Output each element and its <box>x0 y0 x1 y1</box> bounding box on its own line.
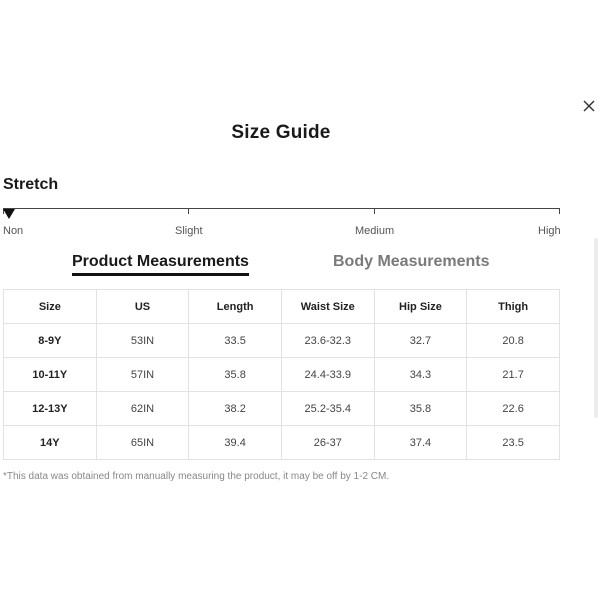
table-row <box>4 324 560 358</box>
table-cell-waist: 23.6-32.3 <box>281 324 374 358</box>
stretch-tick-slight <box>188 208 189 214</box>
table-cell-length: 35.8 <box>189 358 282 392</box>
table-cell-size: 8-9Y <box>4 324 97 358</box>
column-header-us: US <box>96 290 189 324</box>
table-cell-us: 53IN <box>96 324 189 358</box>
stretch-level-high: High <box>538 225 561 237</box>
table-cell-us: 65IN <box>96 426 189 460</box>
table-cell-waist: 25.2-35.4 <box>281 392 374 426</box>
stretch-tick-medium <box>374 208 375 214</box>
table-cell-waist: 24.4-33.9 <box>281 358 374 392</box>
table-cell-thigh: 23.5 <box>467 426 560 460</box>
table-cell-length: 33.5 <box>189 324 282 358</box>
stretch-selected-marker-icon <box>3 209 15 219</box>
stretch-level-non: Non <box>3 225 24 237</box>
table-cell-hip: 32.7 <box>374 324 467 358</box>
table-cell-thigh: 21.7 <box>467 358 560 392</box>
column-header-thigh: Thigh <box>467 290 560 324</box>
close-icon <box>583 100 595 112</box>
page-title: Size Guide <box>231 122 331 143</box>
table-cell-thigh: 22.6 <box>467 392 560 426</box>
stretch-heading: Stretch <box>3 176 59 193</box>
table-cell-length: 38.2 <box>189 392 282 426</box>
column-header-size: Size <box>4 290 97 324</box>
table-header-row <box>4 290 560 324</box>
close-button[interactable] <box>579 96 599 116</box>
tab-product-measurements[interactable]: Product Measurements <box>72 253 249 276</box>
table-cell-hip: 37.4 <box>374 426 467 460</box>
measurement-disclaimer: *This data was obtained from manually measuring the product, it may be off by 1-2 CM. <box>3 471 390 482</box>
table-cell-us: 62IN <box>96 392 189 426</box>
stretch-tick-high <box>559 208 560 214</box>
tab-body-measurements[interactable]: Body Measurements <box>333 253 490 270</box>
table-cell-hip: 35.8 <box>374 392 467 426</box>
table-cell-size: 12-13Y <box>4 392 97 426</box>
table-row <box>4 358 560 392</box>
stretch-scale-line <box>3 208 560 209</box>
size-table <box>3 289 560 460</box>
table-cell-length: 39.4 <box>189 426 282 460</box>
table-row <box>4 392 560 426</box>
table-row <box>4 426 560 460</box>
table-cell-waist: 26-37 <box>281 426 374 460</box>
column-header-waist-size: Waist Size <box>281 290 374 324</box>
table-cell-hip: 34.3 <box>374 358 467 392</box>
column-header-hip-size: Hip Size <box>374 290 467 324</box>
column-header-length: Length <box>189 290 282 324</box>
stretch-level-medium: Medium <box>355 225 395 237</box>
stretch-level-slight: Slight <box>175 225 203 237</box>
table-cell-size: 14Y <box>4 426 97 460</box>
table-cell-thigh: 20.8 <box>467 324 560 358</box>
scrollbar[interactable] <box>594 238 598 418</box>
table-cell-us: 57IN <box>96 358 189 392</box>
table-cell-size: 10-11Y <box>4 358 97 392</box>
